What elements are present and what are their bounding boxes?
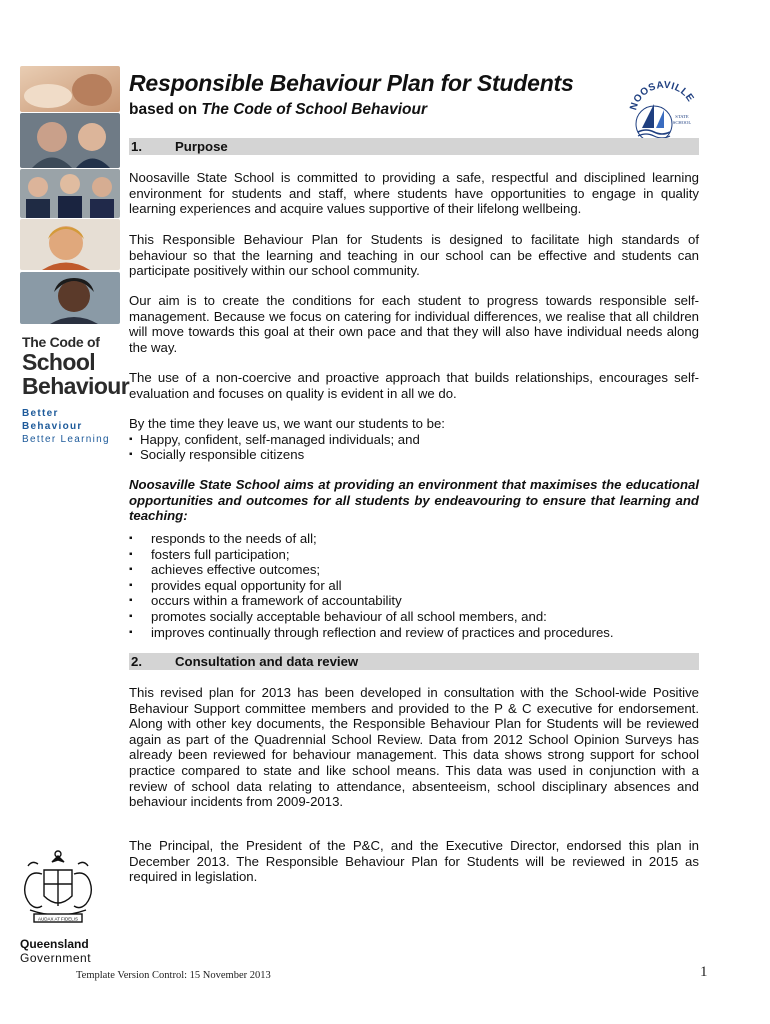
page-subtitle [129,100,699,120]
list-item: ▪ provides equal opportunity for all [129,578,699,594]
list-item: ▪ occurs within a framework of accountability [129,593,699,609]
list-item: ▪ responds to the needs of all; [129,531,699,547]
qld-line-1: Queensland [20,937,89,951]
paragraph-aim: Our aim is to create the conditions for each student to progress towards responsible self-management. Because we focus on catering for individual differences, we realise that all children will move towards this goal at their own pace and that they will also have individual needs along the way. [129,293,699,355]
photo-teacher-student [20,113,120,168]
footer-version: Template Version Control: 15 November 2013 [76,970,271,981]
queensland-government-logo [14,848,104,965]
list-item: ▪ achieves effective outcomes; [129,562,699,578]
paragraph-student-goals [129,416,699,463]
document-header [129,68,699,120]
page-number: 1 [700,964,708,980]
list-item: ▪ Socially responsible citizens [129,447,699,463]
section-number: 2. [131,654,142,669]
logo-tagline-2: Better Learning [22,434,110,445]
page-title: Responsible Behaviour Plan for Students [129,70,574,96]
photo-student-water [20,66,120,112]
school-logo-sub1: STATE [675,114,689,119]
photo-smiling-woman [20,219,120,270]
code-of-school-behaviour-logo [22,334,130,446]
goals-intro: By the time they leave us, we want our students to be: [129,416,445,431]
coat-of-arms-icon [14,848,104,932]
paragraph-revised-plan: This revised plan for 2013 has been developed in consultation with the School-wide Positive Behaviour Support committee members and provided to the P & C executive for endorsement. Along with other key documents, the Responsible Behaviour Plan for Students will be reviewed again as part of the Quadrennial School Review. Data from 2012 School Opinion Surveys has already been reviewed for behaviour management. This data shows strong support for school practice compared to state and like school means. This data was used in conjunction with a review of school data relating to attendance, absenteeism, school disciplinary absences and behaviour incidents from 2009-2013. [129,685,699,810]
qld-motto: AUDAX AT FIDELIS [37,916,79,922]
logo-line-2: School [22,349,96,375]
subtitle-italic: The Code of School Behaviour [201,101,427,118]
paragraph-commitment: Noosaville State School is committed to providing a safe, respectful and disciplined learning environment for students and staff, where students have opportunities to engage in quality learning experiences and acquire values supportive of their lifelong wellbeing. [129,170,699,217]
list-item: ▪ improves continually through reflection and review of practices and procedures. [129,625,699,641]
list-item: ▪ Happy, confident, self-managed individuals; and [129,432,699,448]
paragraph-school-aims: Noosaville State School aims at providing an environment that maximises the educational opportunities and outcomes for all students by endeavouring to ensure that learning and teaching: [129,477,699,524]
paragraph-endorsement: The Principal, the President of the P&C, and the Executive Director, endorsed this plan in December 2013. The Responsible Behaviour Plan for Students will be reviewed in 2015 as required in legislation. [129,838,699,885]
section-title: Purpose [175,139,228,154]
list-item: ▪ fosters full participation; [129,547,699,563]
noosaville-school-logo [628,80,700,144]
paragraph-plan-design: This Responsible Behaviour Plan for Students is designed to facilitate high standards of behaviour so that the learning and teaching in our school can be effective and students can participate positively within our school community. [129,232,699,279]
logo-tagline-1: Better Behaviour [22,408,83,432]
paragraph-approach: The use of a non-coercive and proactive approach that builds relationships, encourages self-evaluation and focuses on quality is evident in all we do. [129,370,699,401]
learning-teaching-list [129,531,699,640]
logo-line-3: Behaviour [22,373,130,399]
photo-students-uniform [20,169,120,218]
section-heading-purpose [129,138,699,155]
qld-line-2: Government [20,951,92,965]
subtitle-prefix: based on [129,101,202,118]
section-heading-consultation [129,653,699,670]
list-item: ▪ promotes socially acceptable behaviour of all school members, and: [129,609,699,625]
goals-list [129,432,699,463]
photo-student-portrait [20,272,120,324]
school-logo-name: NOOSAVILLE [628,80,696,112]
section-number: 1. [131,139,142,154]
section-title: Consultation and data review [175,654,359,669]
school-logo-sub2: SCHOOL [672,120,692,125]
svg-text:NOOSAVILLE [628,80,696,111]
logo-line-1: The Code of [22,334,100,350]
